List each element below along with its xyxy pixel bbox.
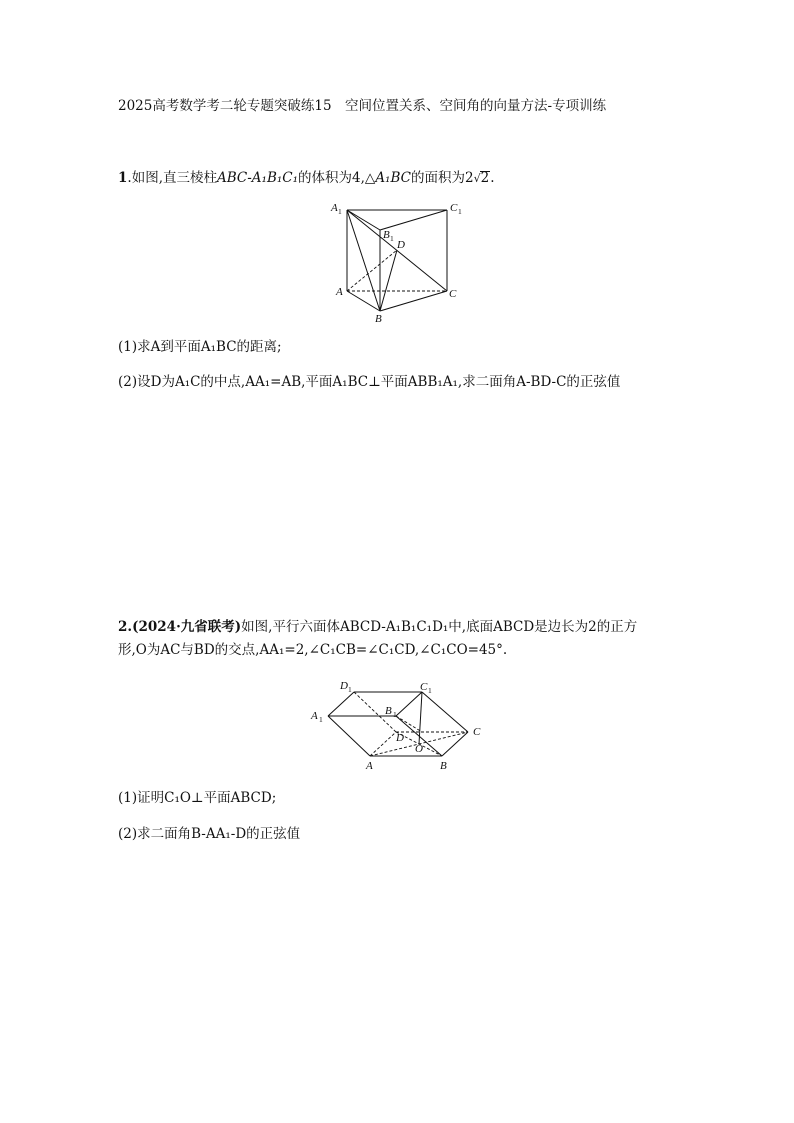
svg-text:1: 1 bbox=[338, 207, 342, 216]
problem1-text-end: . bbox=[490, 170, 495, 186]
svg-text:1: 1 bbox=[319, 715, 323, 724]
problem1-number: 1 bbox=[118, 170, 128, 186]
label-D-p2: D bbox=[396, 732, 404, 744]
label-C-p2: C bbox=[473, 726, 481, 738]
label-B: B bbox=[375, 313, 382, 325]
svg-text:1: 1 bbox=[458, 207, 462, 216]
sqrt-radicand: 2 bbox=[480, 170, 490, 186]
label-B1-p2: B bbox=[385, 705, 392, 717]
problem2-part2: (2)求二面角B-AA₁-D的正弦值 bbox=[118, 826, 301, 842]
label-B1: B bbox=[383, 229, 390, 241]
svg-text:1: 1 bbox=[390, 234, 394, 243]
prism-name: ABC-A₁B₁C₁ bbox=[217, 170, 299, 186]
problem1-part1: (1)求A到平面A₁BC的距离; bbox=[118, 339, 282, 355]
label-A-p2: A bbox=[366, 760, 373, 772]
problem2-text-1: 如图,平行六面体ABCD-A₁B₁C₁D₁中,底面ABCD是边长为2的正方 bbox=[241, 619, 638, 635]
problem2-part1: (1)证明C₁O⊥平面ABCD; bbox=[118, 790, 277, 806]
prism-figure bbox=[325, 198, 475, 326]
svg-text:1: 1 bbox=[393, 710, 397, 719]
problem1-part2: (2)设D为A₁C的中点,AA₁=AB,平面A₁BC⊥平面ABB₁A₁,求二面角A-BD-C的正弦值 bbox=[118, 374, 621, 390]
label-O: O bbox=[415, 743, 423, 755]
label-C: C bbox=[449, 288, 457, 300]
problem1-text-c: 的面积为2 bbox=[410, 170, 474, 186]
label-A1-p2: A bbox=[311, 710, 318, 722]
label-A1: A bbox=[331, 202, 338, 214]
label-D1: D bbox=[340, 680, 348, 692]
problem2-number: 2 bbox=[118, 619, 128, 635]
problem2-statement-line2: 形,O为AC与BD的交点,AA₁=2,∠C₁CB=∠C₁CD,∠C₁CO=45°. bbox=[118, 642, 508, 658]
problem1-statement: 1.如图,直三棱柱ABC-A₁B₁C₁的体积为4,△A₁BC的面积为2√2. bbox=[118, 170, 495, 186]
label-C1-p2: C bbox=[420, 681, 428, 693]
svg-text:1: 1 bbox=[348, 685, 352, 694]
page-title: 2025高考数学考二轮专题突破练15 空间位置关系、空间角的向量方法-专项训练 bbox=[118, 98, 607, 114]
svg-text:1: 1 bbox=[428, 686, 432, 695]
problem2-source: .(2024·九省联考) bbox=[127, 619, 242, 635]
label-B-p2: B bbox=[440, 760, 447, 772]
label-A: A bbox=[336, 286, 343, 298]
problem1-text-b: 的体积为4,△ bbox=[298, 170, 376, 186]
problem2-statement-line1 bbox=[118, 618, 637, 636]
parallelepiped-figure bbox=[308, 676, 488, 774]
triangle-name: A₁BC bbox=[375, 170, 411, 186]
problem1-text-a: .如图,直三棱柱 bbox=[127, 170, 217, 186]
label-D: D bbox=[397, 239, 405, 251]
label-C1: C bbox=[450, 202, 458, 214]
